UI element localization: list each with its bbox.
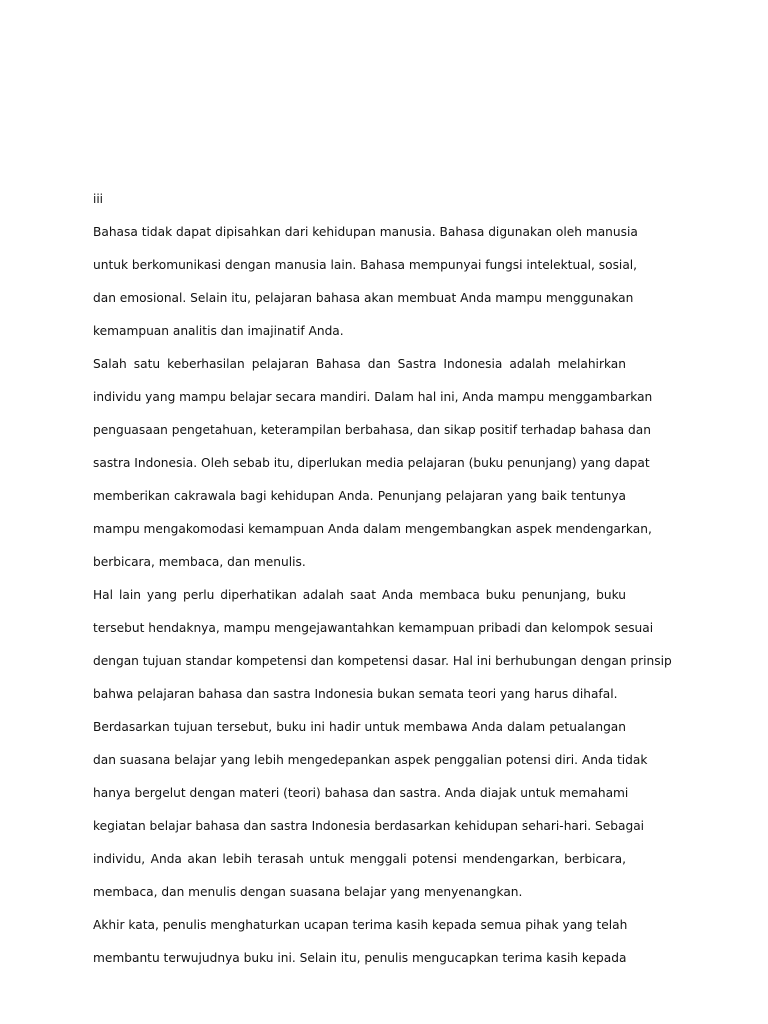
text-line: bahwa pelajaran bahasa dan sastra Indonesia bukan semata teori yang harus dihafal. [93, 687, 618, 701]
page-number: iii [93, 192, 104, 206]
text-line: tersebut hendaknya, mampu mengejawantahkan kemampuan pribadi dan kelompok sesuai [93, 621, 654, 635]
text-line: untuk berkomunikasi dengan manusia lain. Bahasa mempunyai fungsi intelektual, sosial, [93, 258, 638, 272]
text-line: membaca, dan menulis dengan suasana belajar yang menyenangkan. [93, 885, 523, 899]
text-line: kemampuan analitis dan imajinatif Anda. [93, 324, 344, 338]
text-line: Akhir kata, penulis menghaturkan ucapan terima kasih kepada semua pihak yang telah [93, 918, 628, 932]
text-line: dan emosional. Selain itu, pelajaran bahasa akan membuat Anda mampu menggunakan [93, 291, 634, 305]
text-line: kegiatan belajar bahasa dan sastra Indonesia berdasarkan kehidupan sehari-hari. Sebagai [93, 819, 645, 833]
text-line: Berdasarkan tujuan tersebut, buku ini hadir untuk membawa Anda dalam petualangan [93, 720, 626, 734]
text-line: berbicara, membaca, dan menulis. [93, 555, 306, 569]
text-line: Bahasa tidak dapat dipisahkan dari kehidupan manusia. Bahasa digunakan oleh manusia [93, 225, 638, 239]
text-line: penguasaan pengetahuan, keterampilan berbahasa, dan sikap positif terhadap bahasa dan [93, 423, 651, 437]
text-line: Salah satu keberhasilan pelajaran Bahasa dan Sastra Indonesia adalah melahirkan [93, 357, 626, 371]
text-line: hanya bergelut dengan materi (teori) bahasa dan sastra. Anda diajak untuk memahami [93, 786, 629, 800]
text-line: mampu mengakomodasi kemampuan Anda dalam mengembangkan aspek mendengarkan, [93, 522, 652, 536]
text-line: membantu terwujudnya buku ini. Selain itu, penulis mengucapkan terima kasih kepada [93, 951, 627, 965]
text-line: memberikan cakrawala bagi kehidupan Anda. Penunjang pelajaran yang baik tentunya [93, 489, 626, 503]
text-line: sastra Indonesia. Oleh sebab itu, diperlukan media pelajaran (buku penunjang) yang dapat [93, 456, 650, 470]
text-line: individu, Anda akan lebih terasah untuk menggali potensi mendengarkan, berbicara, [93, 852, 626, 866]
text-line: Hal lain yang perlu diperhatikan adalah saat Anda membaca buku penunjang, buku [93, 588, 626, 602]
text-line: individu yang mampu belajar secara mandiri. Dalam hal ini, Anda mampu menggambarkan [93, 390, 653, 404]
text-line: dengan tujuan standar kompetensi dan kompetensi dasar. Hal ini berhubungan dengan prinsip [93, 654, 672, 668]
text-line: dan suasana belajar yang lebih mengedepankan aspek penggalian potensi diri. Anda tidak [93, 753, 648, 767]
body-text [93, 224, 672, 983]
